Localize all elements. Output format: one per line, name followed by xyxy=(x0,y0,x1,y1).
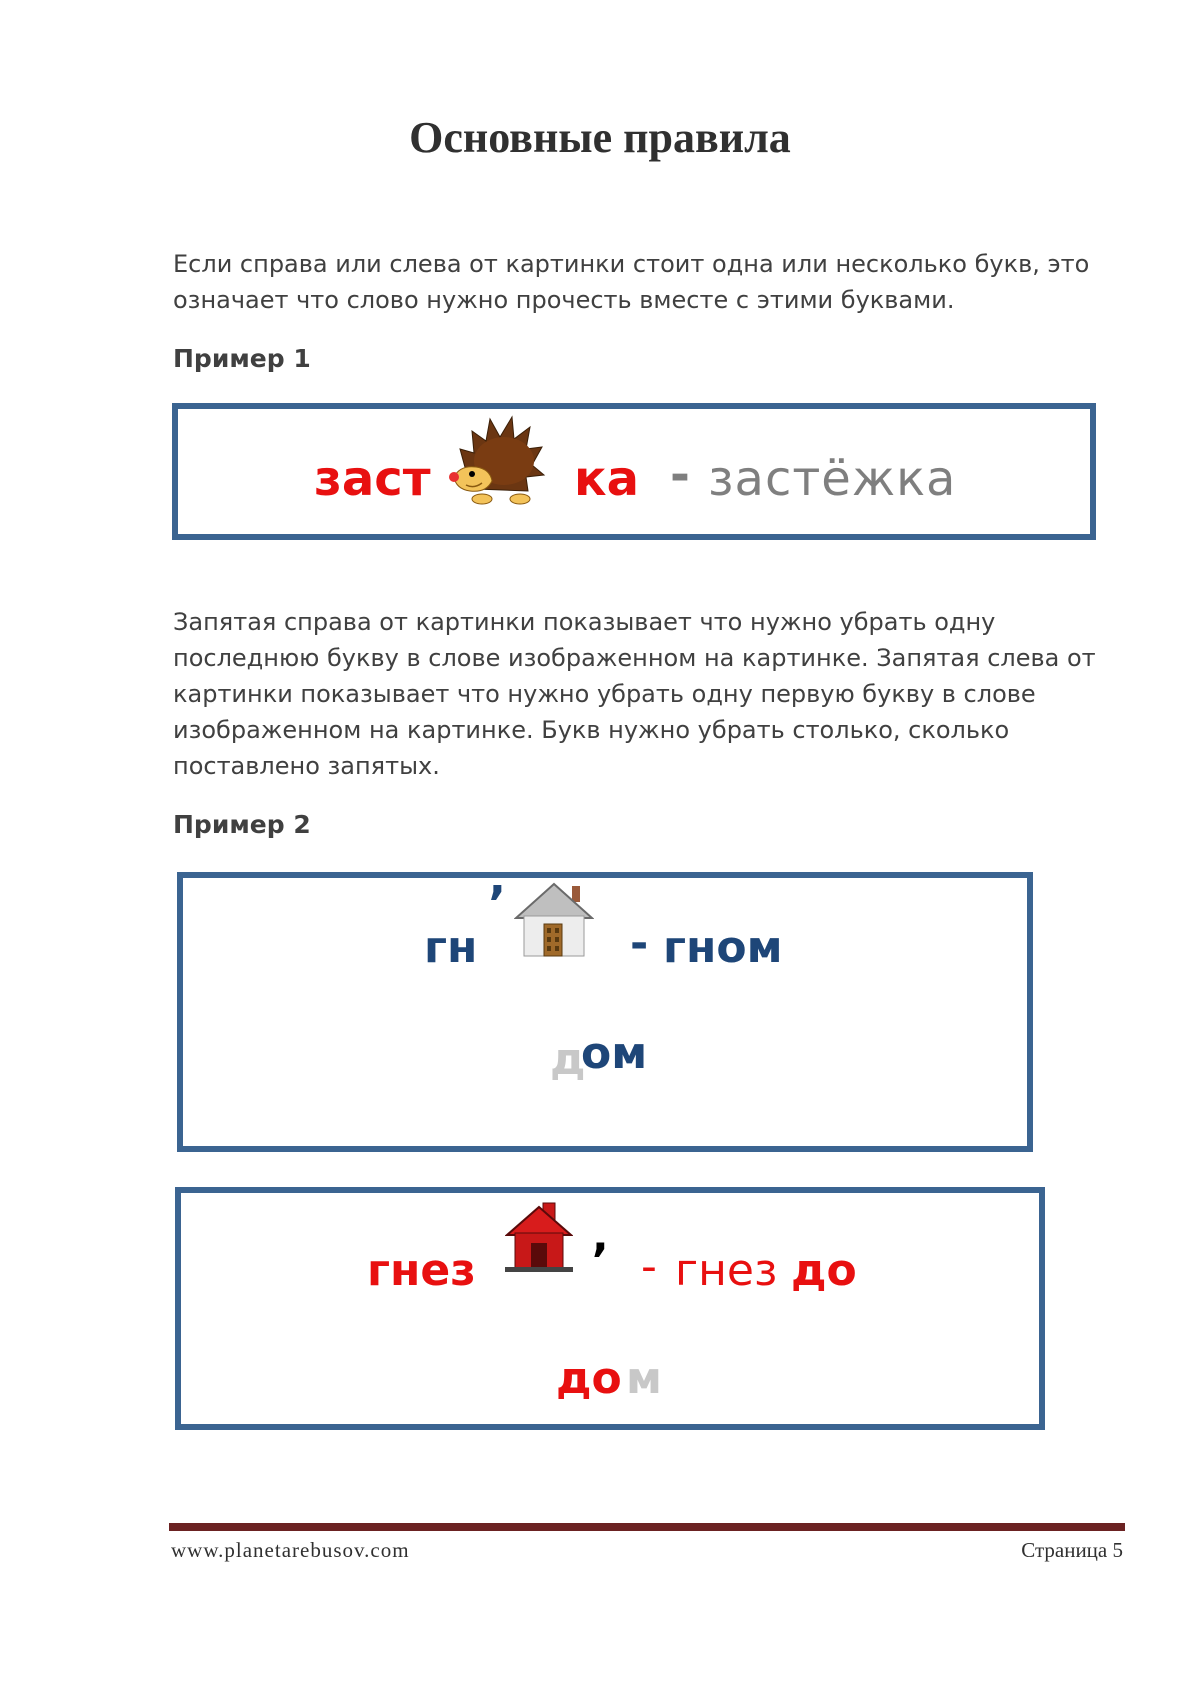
house-icon xyxy=(514,880,594,960)
hedgehog-icon xyxy=(446,411,546,507)
rebus-answer-plain: гнез xyxy=(675,1245,778,1296)
example-2-heading: Пример 2 xyxy=(173,810,311,839)
footer-page-number: Страница 5 xyxy=(1021,1538,1123,1562)
rebus-prefix: заст xyxy=(314,451,431,507)
rule-paragraph-1: Если справа или слева от картинки стоит одна или несколько букв, это означает что слово нужно прочесть вместе с этими буквами. xyxy=(173,250,1090,314)
rebus-prefix: гнез xyxy=(367,1245,476,1296)
rebus-comma: , xyxy=(592,1211,609,1262)
word-kept-letters: до xyxy=(556,1353,622,1404)
page-title: Основные правила xyxy=(409,113,791,162)
example-1-heading: Пример 1 xyxy=(173,344,311,373)
example-2-box-gnom xyxy=(177,872,1033,1152)
footer-website: www.planetarebusov.com xyxy=(171,1538,410,1562)
footer-rule xyxy=(169,1523,1125,1531)
word-removed-letter: м xyxy=(626,1353,662,1404)
rule-paragraph-2: Запятая справа от картинки показывает что нужно убрать одну последнюю букву в слове изображенном на картинке. Запятая слева от картинки показывает что нужно убрать одну первую букву в слове изображенном на картинке. Букв нужно убрать столько, сколько поставлено запятых. xyxy=(173,608,1096,780)
answer-dash: - xyxy=(641,1241,657,1292)
answer-dash: - xyxy=(630,918,649,969)
word-kept-letters: ом xyxy=(581,1028,648,1079)
rebus-answer-bold: до xyxy=(791,1245,857,1296)
rebus-answer: гном xyxy=(663,922,783,973)
answer-dash: - xyxy=(670,447,690,503)
word-removed-letter: д xyxy=(550,1034,586,1085)
rebus-prefix: гн xyxy=(424,922,478,973)
rebus-suffix: ка xyxy=(574,451,639,507)
example-1-box xyxy=(172,403,1096,540)
example-2-box-gnezdo xyxy=(175,1187,1045,1430)
rebus-answer: застёжка xyxy=(708,451,957,507)
rebus-comma: ’ xyxy=(488,876,507,932)
red-house-icon xyxy=(505,1201,573,1273)
